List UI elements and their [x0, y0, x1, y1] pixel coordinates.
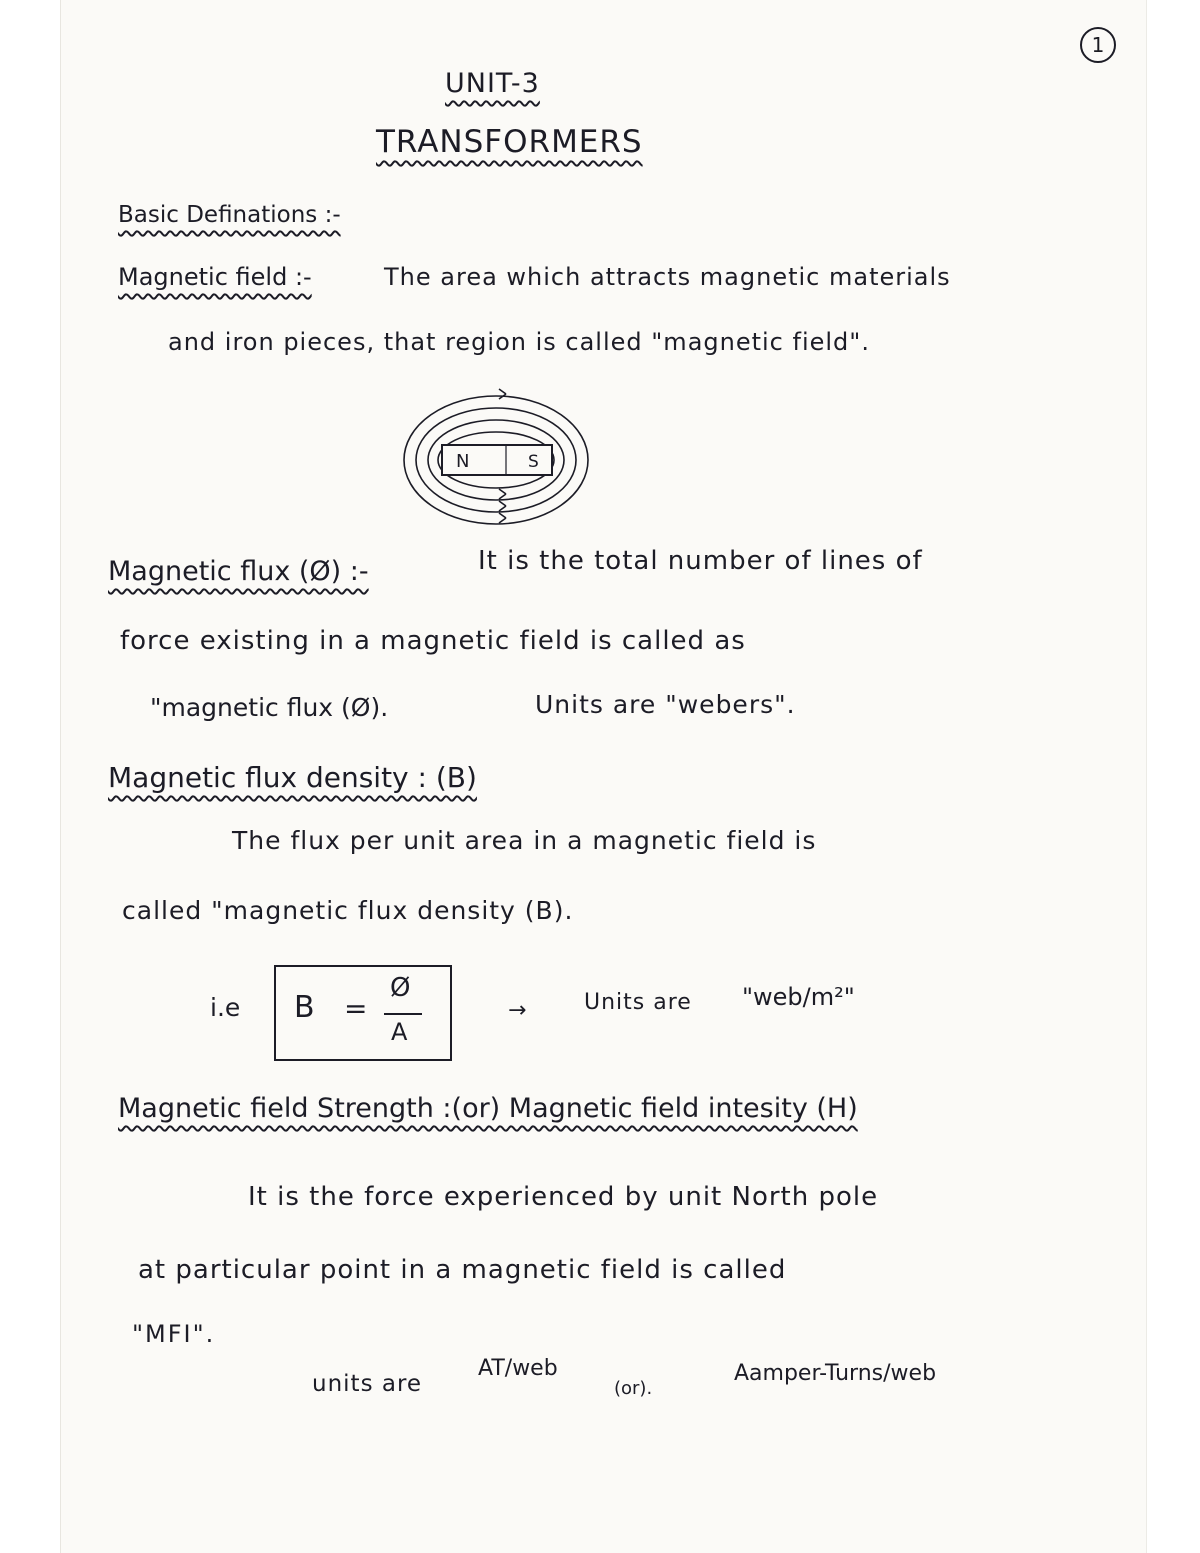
magnetic-field-line-1: The area which attracts magnetic materials	[384, 263, 951, 291]
magnetic-field-line-2: and iron pieces, that region is called "magnetic field".	[168, 328, 870, 356]
formula-denominator: A	[391, 1018, 408, 1046]
field-strength-line-2: at particular point in a magnetic field is called	[138, 1255, 787, 1285]
field-strength-units-or: (or).	[614, 1378, 653, 1399]
page-number: 1	[1080, 27, 1116, 63]
field-strength-units-at: AT/web	[478, 1356, 558, 1381]
basic-definitions-heading: Basic Definations :-	[118, 202, 341, 228]
flux-density-units-value: "web/m²"	[742, 983, 855, 1011]
page-title: TRANSFORMERS	[376, 124, 643, 160]
flux-density-term: Magnetic flux density : (B)	[108, 761, 477, 794]
field-strength-line-1: It is the force experienced by unit North pole	[248, 1182, 879, 1212]
magnetic-flux-line-1: It is the total number of lines of	[478, 546, 923, 576]
magnetic-flux-line-2: force existing in a magnetic field is called as	[120, 626, 746, 656]
magnetic-flux-units: Units are "webers".	[535, 690, 796, 719]
south-pole-label: S	[528, 452, 539, 472]
arrow-icon: →	[508, 998, 527, 1023]
flux-density-line-1: The flux per unit area in a magnetic field is	[232, 826, 817, 855]
arrow-head-1	[499, 489, 506, 499]
arrow-head-2	[499, 501, 506, 511]
formula-numerator: Ø	[390, 973, 411, 1003]
ie-label: i.e	[210, 993, 241, 1022]
magnetic-field-term: Magnetic field :-	[118, 263, 312, 291]
flux-density-units-prefix: Units are	[584, 990, 692, 1015]
field-strength-units-prefix: units are	[312, 1371, 423, 1397]
formula-equals: =	[344, 992, 368, 1025]
arrow-head-3	[499, 513, 506, 523]
magnetic-flux-term: Magnetic flux (Ø) :-	[108, 556, 369, 587]
flux-density-line-2: called "magnetic flux density (B).	[122, 896, 574, 925]
fraction-bar	[384, 1013, 422, 1015]
field-strength-line-3: "MFI".	[132, 1320, 216, 1348]
bar-magnet-diagram	[400, 385, 600, 535]
north-pole-label: N	[456, 451, 470, 472]
field-strength-term: Magnetic field Strength :(or) Magnetic field intesity (H)	[118, 1093, 858, 1124]
unit-heading: UNIT-3	[445, 68, 540, 99]
field-strength-units-long: Aamper-Turns/web	[734, 1361, 937, 1386]
formula-lhs: B	[294, 990, 315, 1025]
magnetic-flux-line-3: "magnetic flux (Ø).	[150, 693, 389, 722]
arrow-head-top	[499, 389, 506, 399]
